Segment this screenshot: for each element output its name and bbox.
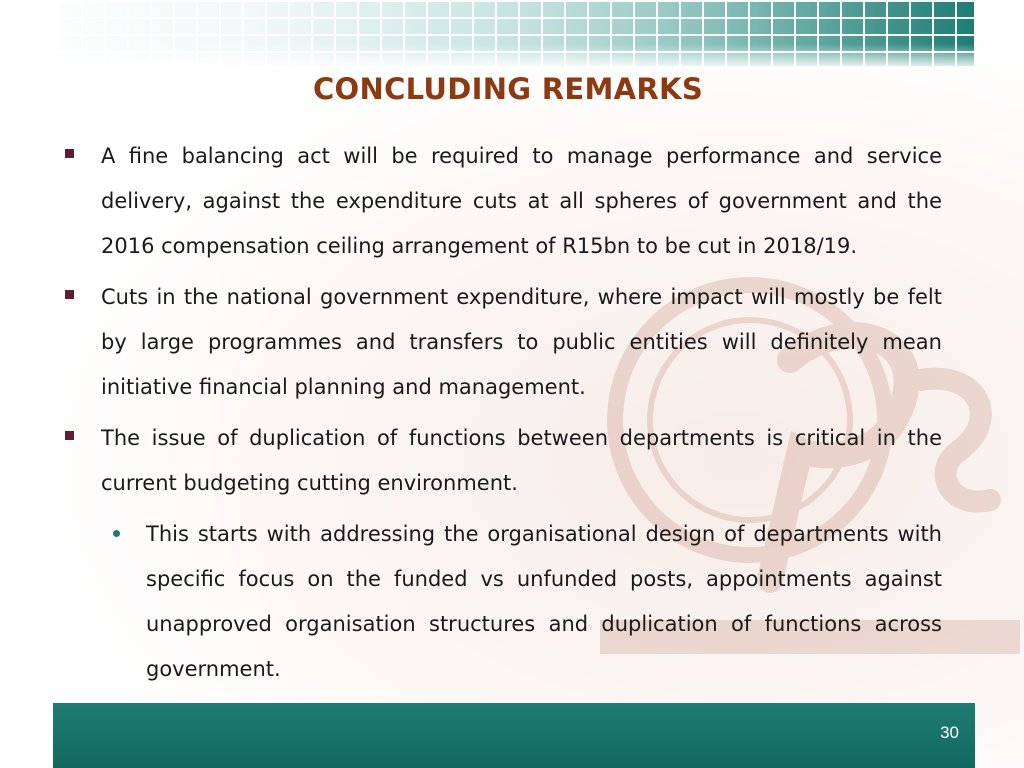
bullet-text: A fine balancing act will be required to manage performance and service delivery, against the expenditure cuts at all spheres of government and the 2016 compensation ceiling arrangement of R15bn to be cut in 2018/19. [101, 144, 942, 258]
sub-bullet-text: This starts with addressing the organisational design of departments with specific focus on the funded vs unfunded posts, appointments against unapproved organisation structures and duplication of functions across government. [146, 522, 942, 681]
bullet-item [62, 134, 942, 269]
bullet-text: Cuts in the national government expenditure, where impact will mostly be felt by large programmes and transfers to public entities will definitely mean initiative financial planning and management. [101, 285, 942, 399]
square-bullet-icon [65, 149, 74, 158]
bullet-item [62, 416, 942, 506]
bullet-list [62, 134, 942, 692]
bullet-text: The issue of duplication of functions between departments is critical in the current budgeting cutting environment. [101, 426, 942, 495]
round-bullet-icon [113, 530, 120, 537]
sub-bullet-item [62, 512, 942, 692]
square-bullet-icon [65, 431, 74, 440]
page-number: 30 [940, 723, 959, 742]
footer-bar [53, 703, 975, 768]
banner-fade [58, 44, 974, 70]
bullet-item [62, 275, 942, 410]
square-bullet-icon [65, 290, 74, 299]
slide-title: CONCLUDING REMARKS [312, 72, 704, 106]
